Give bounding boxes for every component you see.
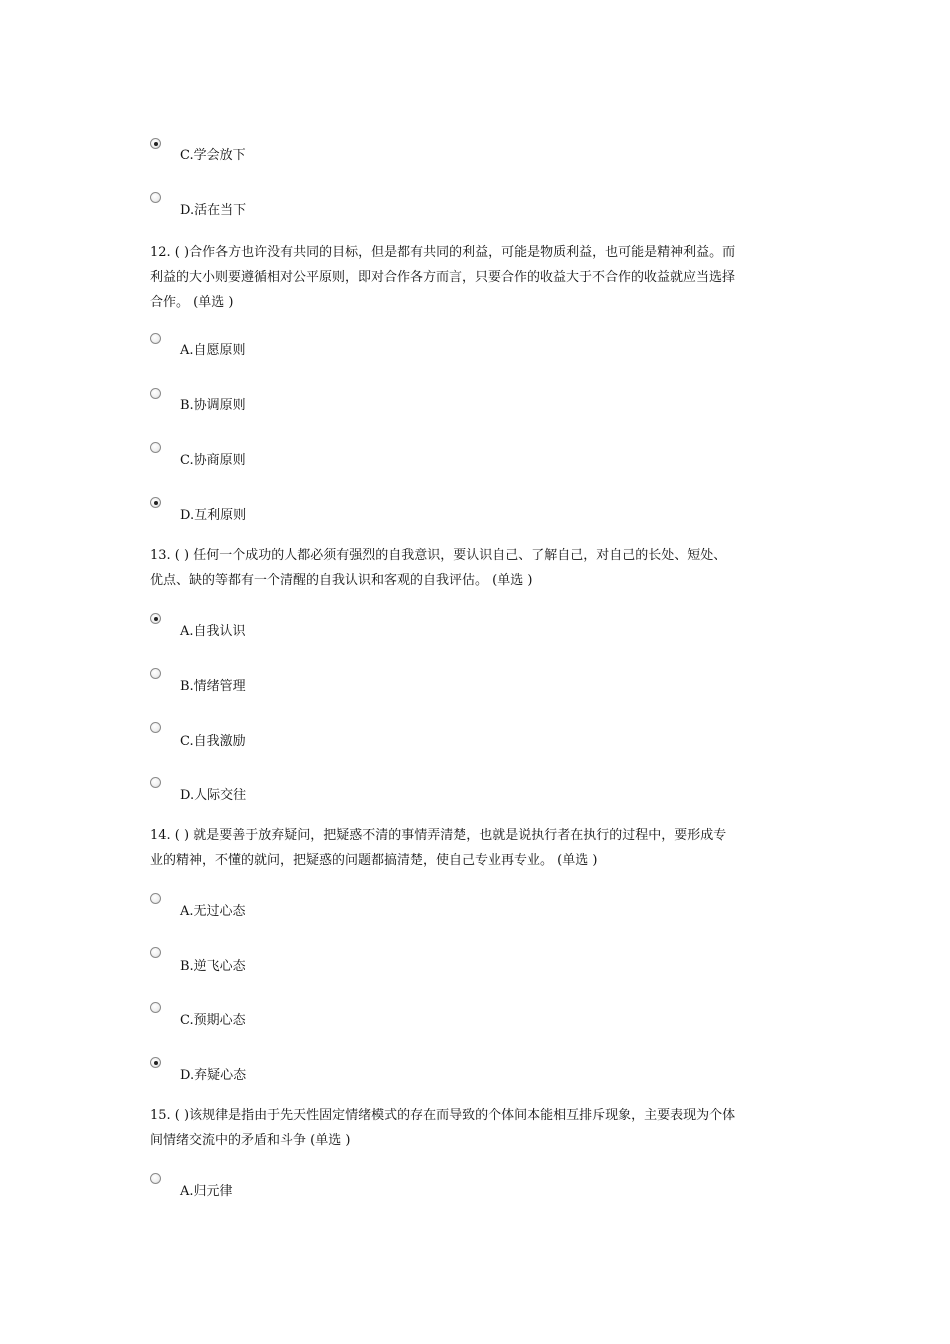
radio-button[interactable] [150,138,161,149]
option-label[interactable]: B.协调原则 [180,398,246,413]
question-text [150,823,810,873]
radio-button[interactable] [150,947,161,958]
option-label[interactable]: A.归元律 [180,1184,233,1199]
radio-button[interactable] [150,777,161,788]
radio-button[interactable] [150,893,161,904]
question-line: 12. ( )合作各方也许没有共同的目标，但是都有共同的利益，可能是物质利益，也可能是精神利益。而 [150,245,736,260]
question-line: 间情绪交流中的矛盾和斗争 (单选 ) [150,1133,351,1148]
option-label[interactable]: B.逆飞心态 [180,959,246,974]
question-text [150,1103,810,1153]
question-text [150,240,810,315]
option-label[interactable]: D.活在当下 [180,203,247,218]
question-text [150,543,810,593]
radio-button[interactable] [150,722,161,733]
option-label[interactable]: D.人际交往 [180,788,247,803]
option-label[interactable]: A.自我认识 [180,624,246,639]
option-label[interactable]: D.弃疑心态 [180,1068,247,1083]
option-label[interactable]: C.协商原则 [180,453,246,468]
radio-button[interactable] [150,333,161,344]
radio-button[interactable] [150,668,161,679]
question-line: 利益的大小则要遵循相对公平原则，即对合作各方而言，只要合作的收益大于不合作的收益就应当选择 [150,270,736,285]
question-line: 业的精神，不懂的就问，把疑惑的问题都搞清楚，使自己专业再专业。 (单选 ) [150,853,598,868]
radio-button[interactable] [150,1173,161,1184]
question-line: 优点、缺的等都有一个清醒的自我认识和客观的自我评估。 (单选 ) [150,573,533,588]
option-label[interactable]: C.预期心态 [180,1013,246,1028]
option-label[interactable]: C.自我激励 [180,734,246,749]
question-line: 合作。 (单选 ) [150,295,234,310]
radio-button[interactable] [150,613,161,624]
radio-button[interactable] [150,1002,161,1013]
question-line: 13. ( ) 任何一个成功的人都必须有强烈的自我意识，要认识自己、了解自己，对自己的长处、短处、 [150,548,727,563]
question-line: 15. ( )该规律是指由于先天性固定情绪模式的存在而导致的个体间本能相互排斥现象，主要表现为个体 [150,1108,736,1123]
option-label[interactable]: A.无过心态 [180,904,246,919]
question-line: 14. ( ) 就是要善于放弃疑问，把疑惑不清的事情弄清楚，也就是说执行者在执行的过程中，要形成专 [150,828,727,843]
radio-button[interactable] [150,442,161,453]
radio-button[interactable] [150,1057,161,1068]
option-label[interactable]: C.学会放下 [180,148,246,163]
radio-button[interactable] [150,192,161,203]
option-label[interactable]: D.互利原则 [180,508,247,523]
option-label[interactable]: A.自愿原则 [180,343,246,358]
radio-button[interactable] [150,497,161,508]
radio-button[interactable] [150,388,161,399]
option-label[interactable]: B.情绪管理 [180,679,246,694]
